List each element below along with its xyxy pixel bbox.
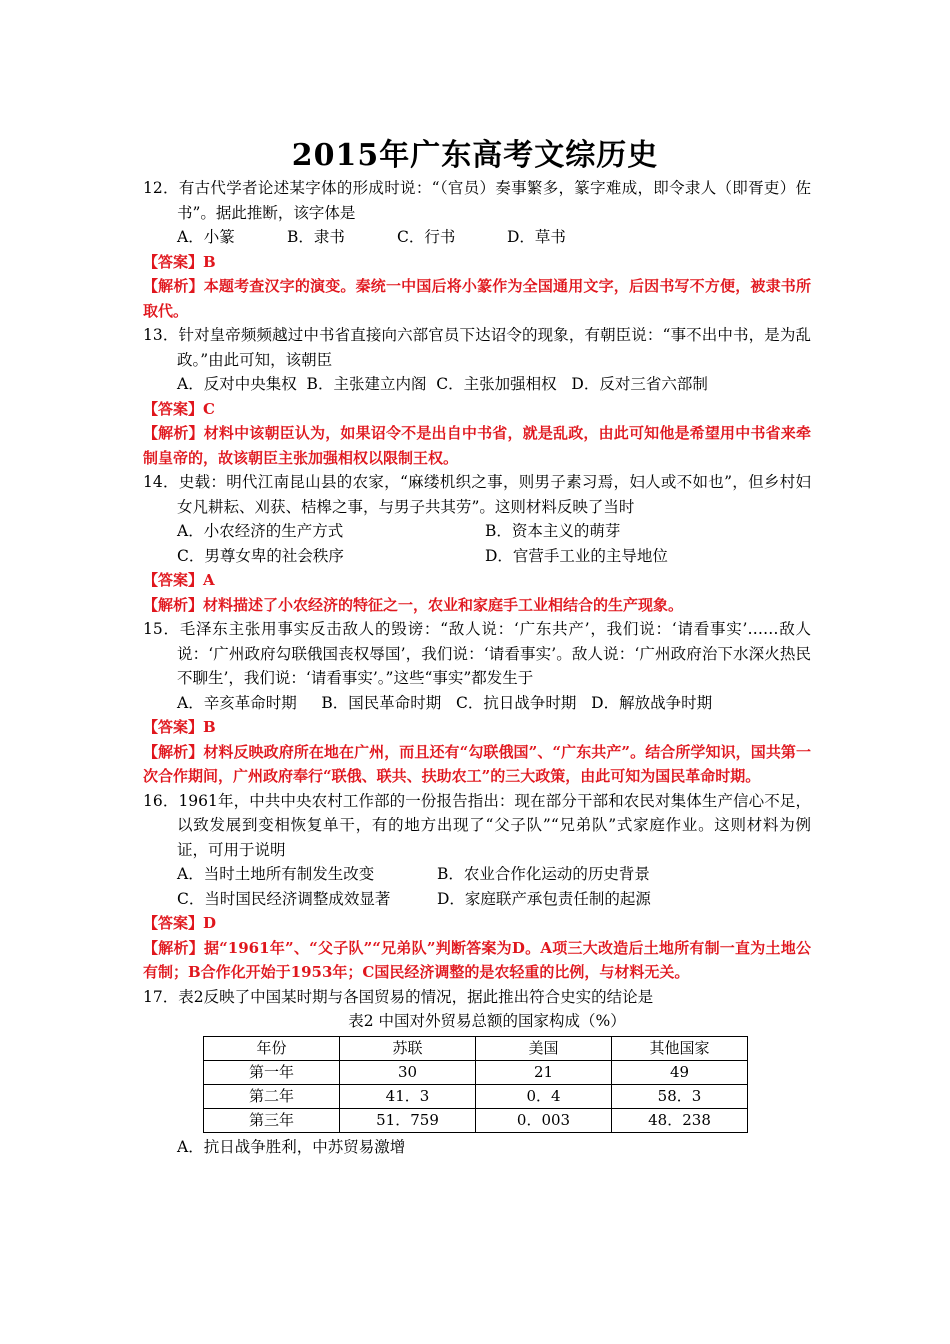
question-12-explanation (143, 274, 811, 323)
option-a: A．小农经济的生产方式 (177, 522, 344, 540)
table-cell: 41．3 (340, 1084, 476, 1108)
question-15-options (143, 691, 811, 716)
page-title: 2015年广东高考文综历史 (291, 138, 659, 173)
question-16-explanation (143, 936, 811, 985)
question-13-explanation (143, 421, 811, 470)
option-c: C．行书 (397, 228, 456, 246)
question-15-answer (143, 715, 811, 740)
answer-label: 【答案】 (143, 399, 204, 418)
answer-label: 【答案】 (143, 914, 204, 932)
table-cell: 0．4 (476, 1084, 612, 1108)
question-16-answer (143, 911, 811, 936)
question-17-option-a: A．抗日战争胜利，中苏贸易激增 (177, 1137, 406, 1156)
options-line: A．反对中央集权 B．主张建立内阁 C．主张加强相权 D．反对三省六部制 (177, 375, 708, 393)
question-17-stem: 17．表2反映了中国某时期与各国贸易的情况，据此推出符合史实的结论是 (143, 987, 654, 1006)
table-row (204, 1060, 748, 1084)
answer-value: C (203, 399, 215, 418)
trade-table (203, 1036, 748, 1133)
table-cell: 58．3 (612, 1084, 748, 1108)
explanation-text: 材料描述了小农经济的特征之一，农业和家庭手工业相结合的生产现象。 (203, 595, 684, 614)
answer-label: 【答案】 (143, 252, 204, 271)
table-cell: 第一年 (204, 1060, 340, 1084)
table-row (204, 1108, 748, 1132)
explanation-label: 【解析】 (143, 595, 204, 614)
option-a: A．当时土地所有制发生改变 (177, 865, 375, 883)
header-cell: 其他国家 (612, 1036, 748, 1060)
option-c: C．当时国民经济调整成效显著 (177, 889, 391, 908)
table-caption: 表2 中国对外贸易总额的国家构成（%） (348, 1012, 626, 1030)
question-15-stem: 15．毛泽东主张用事实反击敌人的毁谤：“敌人说：‘广东共产’，我们说：‘请看事实’……敌人说：‘广州政府勾联俄国丧权辱国’，我们说：‘请看事实’。敌人说：‘广州政府治下水深火热民不聊生’，我们说：‘请看事实’。”这些“事实”都发生于 (143, 620, 811, 687)
table-header-row (204, 1036, 748, 1060)
question-14-answer (143, 568, 811, 593)
explanation-label: 【解析】 (143, 742, 204, 761)
table-cell: 第三年 (204, 1108, 340, 1132)
question-14-explanation (143, 593, 811, 618)
answer-label: 【答案】 (143, 571, 204, 589)
answer-label: 【答案】 (143, 718, 204, 736)
explanation-text: 材料反映政府所在地在广州，而且还有“勾联俄国”、“广东共产”。结合所学知识，国共第一次合作期间，广州政府奉行“联俄、联共、扶助农工”的三大政策，由此可知为国民革命时期。 (143, 742, 811, 785)
question-13-stem: 13．针对皇帝频频越过中书省直接向六部官员下达诏令的现象，有朝臣说：“事不出中书，是为乱政。”由此可知，该朝臣 (143, 326, 811, 369)
table-cell: 51．759 (340, 1108, 476, 1132)
option-d: D．草书 (507, 228, 566, 246)
header-cell: 苏联 (340, 1036, 476, 1060)
question-16-options (143, 862, 811, 911)
table-cell: 49 (612, 1060, 748, 1084)
answer-value: A (203, 571, 215, 589)
table-cell: 30 (340, 1060, 476, 1084)
option-b: B．资本主义的萌芽 (485, 522, 621, 540)
table-cell: 48．238 (612, 1108, 748, 1132)
answer-value: D (203, 914, 217, 932)
option-b: B．隶书 (287, 228, 345, 246)
explanation-text: 材料中该朝臣认为，如果诏令不是出自中书省，就是乱政，由此可知他是希望用中书省来牵制皇帝的，故该朝臣主张加强相权以限制王权。 (143, 424, 811, 467)
exam-content (143, 176, 811, 1159)
question-12-stem: 12．有古代学者论述某字体的形成时说：“（官员）奏事繁多，篆字难成，即令隶人（即胥吏）佐书”。据此推断，该字体是 (143, 179, 811, 222)
question-13-options (143, 372, 811, 397)
table-row (204, 1084, 748, 1108)
question-14-stem: 14．史载：明代江南昆山县的农家，“麻缕机织之事，则男子素习焉，妇人或不如也”，但乡村妇女凡耕耘、刈获、桔槔之事，与男子共其劳”。这则材料反映了当时 (143, 473, 811, 516)
explanation-text: 本题考查汉字的演变。秦统一中国后将小篆作为全国通用文字，后因书写不方便，被隶书所取代。 (143, 277, 811, 320)
option-b: B．农业合作化运动的历史背景 (437, 865, 650, 883)
explanation-label: 【解析】 (143, 938, 204, 957)
header-cell: 年份 (204, 1036, 340, 1060)
header-cell: 美国 (476, 1036, 612, 1060)
question-12-options (143, 225, 811, 250)
question-15-explanation (143, 740, 811, 789)
option-d: D．家庭联产承包责任制的起源 (437, 889, 651, 908)
option-c: C．男尊女卑的社会秩序 (177, 546, 344, 565)
table-cell: 0．003 (476, 1108, 612, 1132)
option-d: D．官营手工业的主导地位 (485, 546, 668, 565)
question-12-answer (143, 250, 811, 275)
options-line: A．辛亥革命时期 B．国民革命时期 C．抗日战争时期 D．解放战争时期 (177, 693, 713, 712)
table-cell: 21 (476, 1060, 612, 1084)
question-14-options (143, 519, 811, 568)
option-a: A．小篆 (177, 228, 235, 246)
question-13-answer (143, 397, 811, 422)
question-16-stem: 16．1961年，中共中央农村工作部的一份报告指出：现在部分干部和农民对集体生产信心不足，以致发展到变相恢复单干，有的地方出现了“父子队”“兄弟队”式家庭作业。这则材料为例证，可用于说明 (143, 791, 811, 859)
explanation-label: 【解析】 (143, 277, 204, 295)
table-cell: 第二年 (204, 1084, 340, 1108)
answer-value: B (203, 718, 216, 736)
answer-value: B (203, 252, 216, 271)
explanation-text: 据“1961年”、“父子队”“兄弟队”判断答案为D。A项三大改造后土地所有制一直为土地公有制；B合作化开始于1953年；C国民经济调整的是农轻重的比例，与材料无关。 (143, 938, 811, 981)
explanation-label: 【解析】 (143, 424, 204, 442)
